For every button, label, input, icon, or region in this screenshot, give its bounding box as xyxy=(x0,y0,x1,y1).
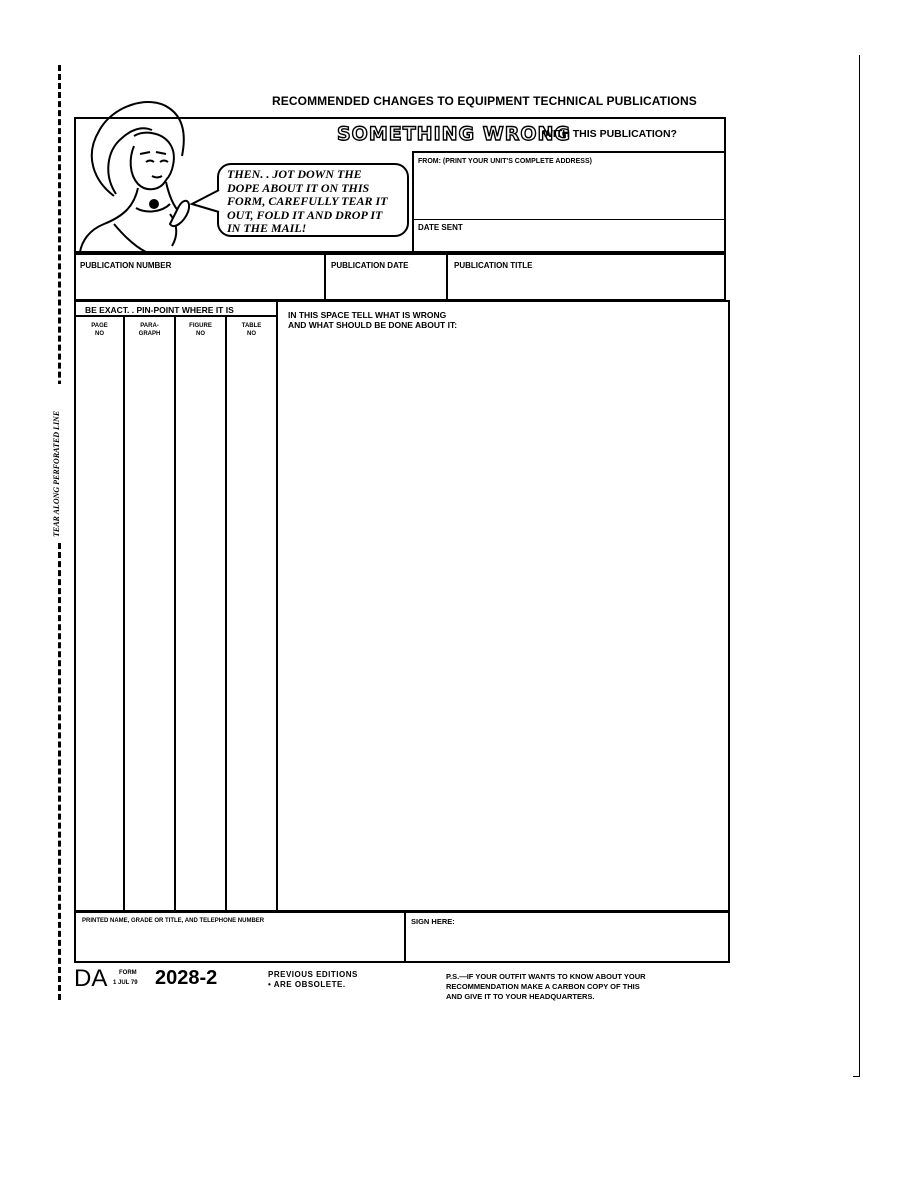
col-table-no: TABLE NO xyxy=(241,323,262,337)
col-page-no: PAGE NO xyxy=(91,323,108,337)
sign-divider xyxy=(404,911,406,963)
pinpoint-divider xyxy=(276,300,278,912)
cartoon-woman-illustration xyxy=(74,96,234,254)
page-no-input[interactable] xyxy=(76,340,123,910)
signature-input[interactable] xyxy=(408,930,726,960)
pinpoint-label: BE EXACT. . PIN-POINT WHERE IT IS xyxy=(85,305,234,315)
previous-editions-note: PREVIOUS EDITIONS • ARE OBSOLETE. xyxy=(268,970,358,989)
form-title: RECOMMENDED CHANGES TO EQUIPMENT TECHNICAL PUBLICATIONS xyxy=(272,94,697,108)
tear-line-label: TEAR ALONG PERFORATED LINE xyxy=(52,384,61,540)
sign-here-label: SIGN HERE: xyxy=(411,917,455,926)
publication-number-input[interactable] xyxy=(78,275,322,299)
printed-name-input[interactable] xyxy=(78,930,402,960)
footer-form-date: 1 JUL 79 xyxy=(113,980,138,986)
what-is-wrong-textarea[interactable] xyxy=(280,336,726,910)
headline-suffix: WITH THIS PUBLICATION? xyxy=(543,128,677,140)
right-margin-tick xyxy=(853,1076,860,1077)
publication-number-label: PUBLICATION NUMBER xyxy=(80,261,172,270)
footer-da: DA xyxy=(74,965,108,992)
printed-name-label: PRINTED NAME, GRADE OR TITLE, AND TELEPHONE NUMBER xyxy=(82,918,265,924)
from-label: FROM: (PRINT YOUR UNIT'S COMPLETE ADDRESS) xyxy=(418,158,592,165)
right-margin-rule xyxy=(859,55,860,1077)
col-figure-no: FIGURE NO xyxy=(189,323,212,337)
footer-form-word: FORM xyxy=(119,970,137,976)
paragraph-input[interactable] xyxy=(125,340,174,910)
publication-date-input[interactable] xyxy=(328,275,444,299)
pub-divider-1 xyxy=(324,253,326,301)
col-paragraph: PARA- GRAPH xyxy=(138,323,161,337)
publication-title-input[interactable] xyxy=(450,275,724,299)
figure-no-input[interactable] xyxy=(176,340,225,910)
ps-note: P.S.—IF YOUR OUTFIT WANTS TO KNOW ABOUT YOUR RECOMMENDATION MAKE A CARBON COPY OF THIS AND GIVE IT TO YOUR HEADQUARTERS. xyxy=(446,972,646,1001)
date-sent-label: DATE SENT xyxy=(418,223,463,232)
footer-form-number: 2028-2 xyxy=(155,967,218,989)
publication-title-label: PUBLICATION TITLE xyxy=(454,261,533,270)
something-wrong-headline: SOMETHING WRONG xyxy=(337,123,572,145)
publication-date-label: PUBLICATION DATE xyxy=(331,261,409,270)
speech-bubble-text: THEN. . JOT DOWN THE DOPE ABOUT IT ON THIS FORM, CAREFULLY TEAR IT OUT, FOLD IT AND DROP IT IN THE MAIL! xyxy=(227,167,388,235)
pub-divider-2 xyxy=(446,253,448,301)
speech-bubble-tail xyxy=(190,188,220,218)
table-no-input[interactable] xyxy=(227,340,276,910)
what-is-wrong-label: IN THIS SPACE TELL WHAT IS WRONG AND WHAT SHOULD BE DONE ABOUT IT: xyxy=(288,310,458,330)
